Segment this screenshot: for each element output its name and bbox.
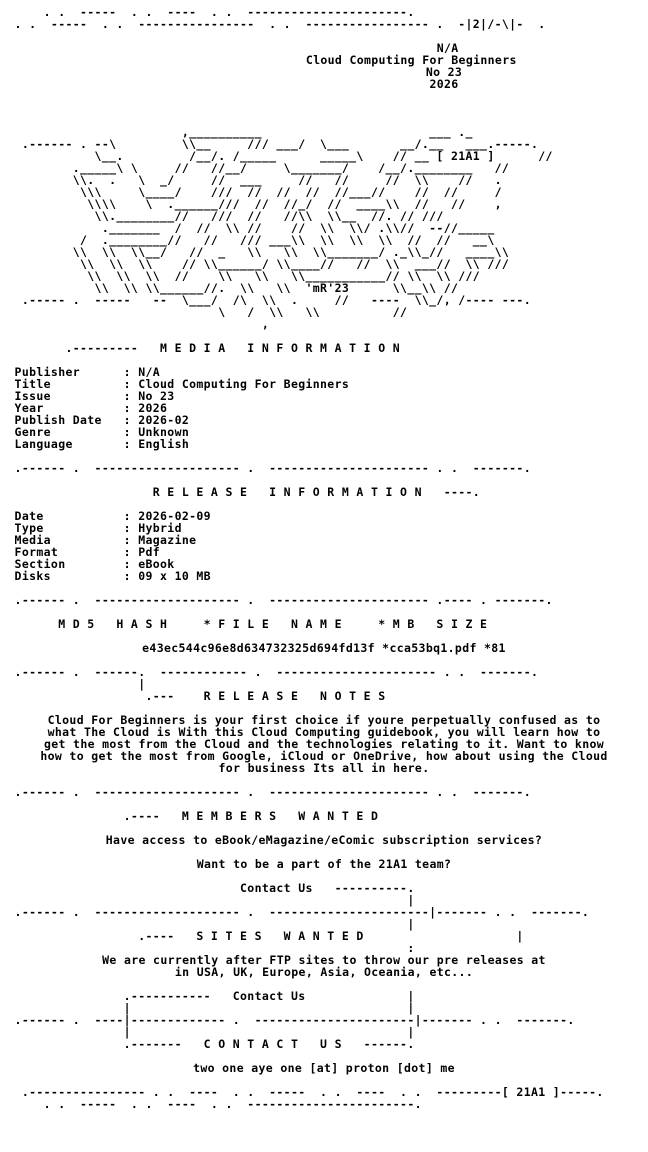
release-notes-line: Cloud For Beginners is your first choice if youre perpetually confused as to [47, 713, 601, 727]
members-ask: Want to be a part of the 21A1 team? [196, 857, 452, 871]
section-divider: .------ . -------------------- . ---------------------- . . -------. [0, 785, 531, 799]
members-section-heading: .---- M E M B E R S W A N T E D [0, 809, 379, 823]
footer-art-line: . . ----- . . ---- . . -----------------------. [0, 1097, 422, 1111]
section-divider: .------ . ------. ------------ . ---------------------- . . -------. [0, 665, 539, 679]
logo-art-line: \\\ \____/ /// // // // //___// // // / [0, 185, 502, 199]
logo-art-line: \\.________// /// // //\\ \\__ //. // /// [0, 209, 444, 223]
logo-art-line: \\ \\ \\______//. \\ \\ 'mR'23 \\__\\ // [0, 281, 459, 295]
divider-tick: | [0, 893, 415, 907]
hash-line: e43ec544c96e8d634732325d694fd13f *cca53bq1.pdf *81 [142, 641, 506, 655]
media-field: Genre : Unknown [0, 425, 190, 439]
release-notes-line: how to get the most from Google, iCloud or OneDrive, how about using the Cloud [40, 749, 608, 763]
section-divider: .------ . ----|------------- . ----------------------|------- . . -------. [0, 1013, 575, 1027]
release-notes-line: get the most from the Cloud and the technologies relating to it. Want to know [43, 737, 605, 751]
logo-art-line: ._______ / // \\ // // \\ \\/ .\\// --//_____ [0, 221, 495, 235]
header-art-line: Cloud Computing For Beginners [131, 53, 517, 67]
sites-line: We are currently after FTP sites to throw our pre releases at [102, 953, 546, 967]
sites-contact: .----------- Contact Us | [0, 989, 415, 1003]
media-field: Issue : No 23 [0, 389, 175, 403]
release-field: Type : Hybrid [0, 521, 182, 535]
media-section-heading: .--------- M E D I A I N F O R M A T I O N [0, 341, 401, 355]
media-field: Publish Date : 2026-02 [0, 413, 190, 427]
logo-art-line: \\\\ \ .______/// // //_/ // ____\\ // // , [0, 197, 502, 211]
sites-line: in USA, UK, Europe, Asia, Oceania, etc... [174, 965, 474, 979]
media-field: Year : 2026 [0, 401, 168, 415]
header-art-line: N/A [189, 41, 459, 55]
contact-address: two one aye one [at] proton [dot] me [193, 1061, 455, 1075]
header-art-line: . . ----- . . ---- . . ----------------------. [0, 5, 415, 19]
media-field: Language : English [0, 437, 190, 451]
release-field: Format : Pdf [0, 545, 161, 559]
notes-section-heading: .--- R E L E A S E N O T E S [0, 689, 386, 703]
logo-art-line: \__. /__/. /_____ _____\ // __ [ 21A1 ] // [0, 149, 553, 163]
logo-art-line: \\ \\ \\ // \\ \\ \\___________// \\ \\ /// [0, 269, 481, 283]
logo-art-line: \ / \\ \\ // [0, 305, 408, 319]
release-notes-line: what The Cloud is With this Cloud Computing guidebook, you will learn how to [47, 725, 601, 739]
section-divider: .------ . -------------------- . ----------------------|------- . . -------. [0, 905, 590, 919]
release-notes-line: for business Its all in here. [218, 761, 430, 775]
logo-art-line: .----- . ----- -- \___/ /\ \\ . // ---- \\_/, /---- ---. [0, 293, 531, 307]
media-field: Publisher : N/A [0, 365, 161, 379]
logo-art-line: ,__________ ___ ._ [0, 125, 473, 139]
release-section-heading: R E L E A S E I N F O R M A T I O N ----. [0, 485, 481, 499]
footer-art-line: .---------------- . . ---- . . ----- . . ---- . . ---------[ 21A1 ]-----. [0, 1085, 604, 1099]
blank-line [0, 102, 648, 114]
logo-art-line: , [0, 317, 270, 331]
members-contact: Contact Us ----------. [0, 881, 415, 895]
section-divider: .------ . -------------------- . ---------------------- . . -------. [0, 461, 531, 475]
logo-art-line: .------ . --\ \\__ /// ___/ \___ __/.__ ___.-----. [0, 137, 539, 151]
section-divider: .------ . -------------------- . ---------------------- .---- . -------. [0, 593, 553, 607]
members-question: Have access to eBook/eMagazine/eComic subscription services? [105, 833, 543, 847]
header-art-line: . . ----- . . ---------------- . . ----------------- . -|2|/-\|- . [0, 17, 546, 31]
header-art-line: No 23 [185, 65, 463, 79]
contact-section-heading: .------- C O N T A C T U S ------. [0, 1037, 415, 1051]
release-field: Section : eBook [0, 557, 175, 571]
divider-tick: | | [0, 1025, 415, 1039]
media-field: Title : Cloud Computing For Beginners [0, 377, 350, 391]
header-art-line: 2026 [189, 77, 459, 91]
release-field: Disks : 09 x 10 MB [0, 569, 211, 583]
logo-art-line: \\ \\ \\__/ // _ \\ \\ \\_______/ ._\\_// ____\\ [0, 245, 510, 259]
divider-tick: : [0, 941, 415, 955]
sites-section-heading: .---- S I T E S W A N T E D | [0, 929, 524, 943]
blank-line [0, 90, 648, 102]
hash-section-heading: M D 5 H A S H * F I L E N A M E * M B S I Z E [0, 617, 488, 631]
divider-tick: | [0, 917, 415, 931]
release-field: Date : 2026-02-09 [0, 509, 211, 523]
divider-tick: | | [0, 1001, 415, 1015]
logo-art-line: \\. . \ _/ // ___ // // // \\ // . [0, 173, 502, 187]
logo-art-line: ._____\ \ // //__/ \_______/ /__/.________ // [0, 161, 510, 175]
divider-tick: | [0, 677, 146, 691]
logo-art-line: / .________// // /// ___\\ \\ \\ \\ // // __\ [0, 233, 495, 247]
release-field: Media : Magazine [0, 533, 197, 547]
logo-art-line: \\ \\ \\ // \\______/ \\____// // \\ ___// \\ /// [0, 257, 510, 271]
